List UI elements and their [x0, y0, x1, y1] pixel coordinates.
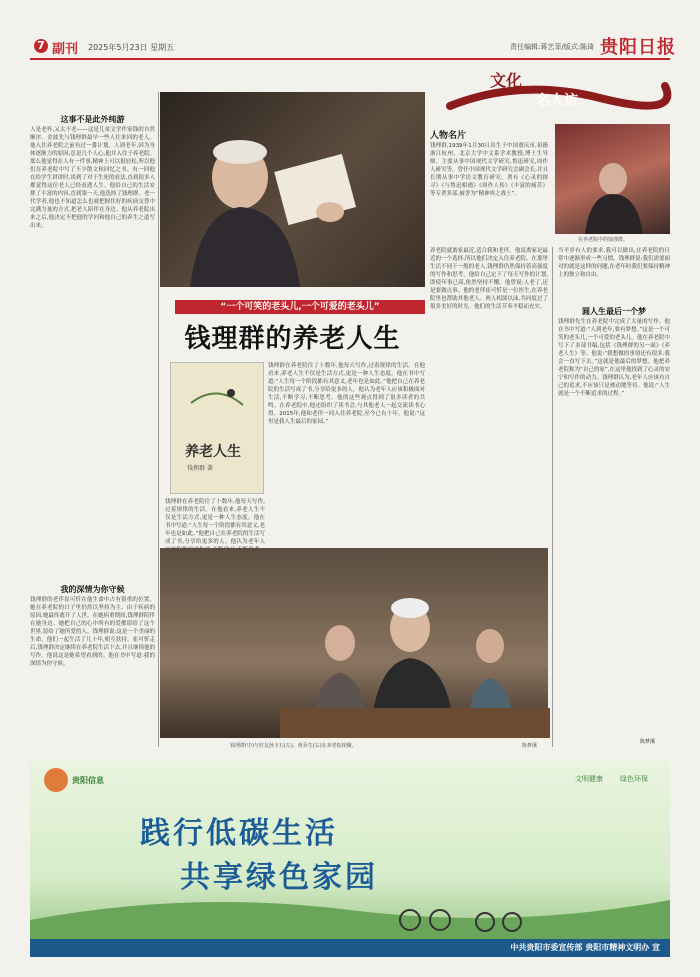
ribbon-title-1: 文化: [490, 71, 523, 90]
profile-text: 钱理群,1939年1月30日出生于中国重庆市,祖籍浙江杭州。北京大学中文系学术教授,博士生导师。主要从事中国现代文学研究,鲁迅研究,周作人研究等。曾任中国现代文学研究会副会长,并且长期从事中学语文教育研究。著有《心灵的探寻》《与鲁迅相遇》《周作人传》《丰富的痛苦》等专著多部,被誉为“精神界之战士”。: [430, 143, 548, 197]
ad-org-label: 贵阳信息: [72, 776, 104, 785]
header-rule: [30, 58, 670, 60]
right-body-text-2: 钱理群先生在养老院中完成了大量的写作。他在书中写道:“人到老年,要有梦想。”这是一个可笑的老头儿,一个可爱的老头儿。他在养老院中写下了多部书稿,包括《钱理群的另一面》《养老人生》等。他说:“我想做的事情还有很多,我会一直写下去。”这就是他最后的梦想。他把养老院称为“自己的家”,在这里他找到了心灵的安宁和写作的动力。钱理群认为,老年人应该有自己的追求,不应该只是被动地等待。他说:“人生就是一个不断追求的过程。”: [558, 319, 670, 397]
center-body-text-a: 钱理群在养老院住了十数年,他每天写作,过着规律的生活。在他看来,养老人生不仅是生活方式,更是一种人生态度。他在书中写道:“人生每一个阶段都有其意义,老年也是如此。”他把自己在养老院的生活写成了书,分享给更多的人。他认为老年人应该积极面对生活,不断学习,不断思考。他的这些观点得到了很多读者的共鸣。在养老院中,他还组织了读书会,与其他老人一起交流读书心得。2015年,他和老伴一同入住养老院,至今已有十年。他说:“这里是我人生最后的家园。”: [268, 363, 425, 425]
profile-title: 人物名片: [430, 131, 467, 141]
profile-photo-caption: 在养老院中的钱理群。: [578, 237, 629, 243]
public-service-ad: [30, 760, 670, 957]
column-divider-right: [552, 247, 553, 747]
ad-org-logos: [40, 766, 225, 796]
hero-photo: [160, 92, 425, 287]
ad-slogan-1: 文明健康: [575, 775, 603, 783]
section-title: 副刊: [52, 42, 79, 57]
center-body-text-b: 钱理群在养老院住了十数年,他每天写作,过着规律的生活。在他看来,养老人生不仅是生活方式,更是一种人生态度。他在书中写道:“人生每一个阶段都有其意义,老年也是如此。”他把自己在养老院的生活写成了书,分享给更多的人。他认为老年人: [165, 499, 265, 545]
three-elders-illustration: [160, 548, 548, 738]
column-ribbon: [440, 68, 670, 120]
left-subheading-1: 这事不是此外纯游: [60, 115, 125, 124]
profile-photo: [555, 124, 670, 234]
main-headline: 钱理群的养老人生: [184, 324, 401, 354]
ad-slogan-2: 绿色环保: [620, 775, 648, 783]
ad-footer: 中共贵阳市委宣传部 贵阳市精神文明办 宣: [30, 939, 670, 957]
ribbon-title-2: 名人访: [536, 93, 578, 109]
org-emblem-icon: [44, 768, 68, 792]
hero-caption: 钱理群近影。: [372, 280, 403, 286]
elderly-reader-illustration: [160, 92, 425, 287]
page-number-badge: 7: [34, 39, 48, 53]
editor-credit: 责任编辑:蒋艺菲/版式:陈琦: [510, 43, 595, 51]
book-bird-icon: [171, 363, 263, 493]
left-subheading-2: 我的深情为你守候: [60, 585, 125, 594]
left-body-text-1: 人是老怀,又太不老——这是儿童文学作家钱的自然顺序。金波先与钱理群最早一些人往来回的老人。他入住养老院之前有过一番计划。人到老年,因为身体逐渐力的原因,总是几个人心,他并入住于养老院。那么他觉得在人有一件事,精神上可以很轻松,所以他们在养老院中写了不少散文和回忆之书。有一回他在给学生讲讲时,谈到了对于生死的看法,直到很多人都觉得这位老人已经看透人生。他给自己的生活安排了丰富的内容,直到第一天,他选择了钱理群。老一代学者,他也不知道怎么也就把握住好的疾病交替中完满力量的方式,把老人陪伴在身边。他从养老院出来之后,他决定不把他的学问和他自己的养生之道写出来。: [30, 127, 155, 229]
right-subheading: 圆人生最后一个梦: [582, 307, 646, 316]
group-photo: [160, 548, 548, 738]
left-body-text-2: 钱理群的老伴崔可忻在他生命中占有很重的位置。她在养老院的日子里仍然以坚持为主。由于疾病的原因,她最终离开了人世。在她病重期间,钱理群陪伴在她身边。她把自己的心中所有的爱都留给了这个世界,留给了她所爱的人。钱理群说:这是一个美丽的生命。他们一起生活了几十年,相互扶持。崔可忻走后,钱理群决定继续在养老院生活下去,并且继续他的写作。他说这是她希望看到的。他在书中写道:我的深情为你守候。: [30, 597, 155, 667]
ad-headline-2: 共享绿色家园: [180, 860, 378, 895]
cyclists-landscape-icon: [30, 880, 670, 940]
right-author: 陈梦溪: [640, 739, 656, 745]
speaker-illustration: [555, 124, 670, 234]
issue-date: 2025年5月23日 星期五: [88, 43, 175, 52]
book-author: 钱理群 著: [187, 465, 213, 472]
book-title: 养老人生: [185, 444, 241, 460]
right-body-text-1: 当半岁有人的要求,我可以做出,在养老院的日常中逐渐形成一些习惯。钱理群说:我们需要面对的就是这样的问题,在老年时我们要保持精神上的独立和自由。: [558, 248, 670, 278]
quote-banner: “一个可笑的老头儿,一个可爱的老头儿”: [175, 300, 425, 314]
group-photo-caption: 钱理群(中)与好友孙玉石(左)、黄乔生(右)在养老院相聚。: [230, 743, 357, 749]
ad-headline-1: 践行低碳生活: [140, 816, 338, 851]
photo-credit: 陈梦溪: [522, 743, 538, 749]
column-divider: [158, 92, 159, 747]
mid-body-text: 养老院就离家最近,适合我和老伴。他说离家是最近的一个选择,所以他们决定入住养老院。在那里生活不同于一般的老人,钱理群仍然保持着高强度的写作和思考。他给自己定下了每天写作的计划,即使年事已高,依然坚持不懈。他曾说:人老了,还是要做点事。他的老伴崔可忻是一位医生,在养老院里也帮助其他老人。两人相濡以沫,共同度过了很多美好的时光。他们的生活节奏平稳而充实。: [430, 248, 548, 310]
book-cover: [170, 362, 264, 494]
newspaper-logo: 贵阳日报: [600, 37, 676, 58]
